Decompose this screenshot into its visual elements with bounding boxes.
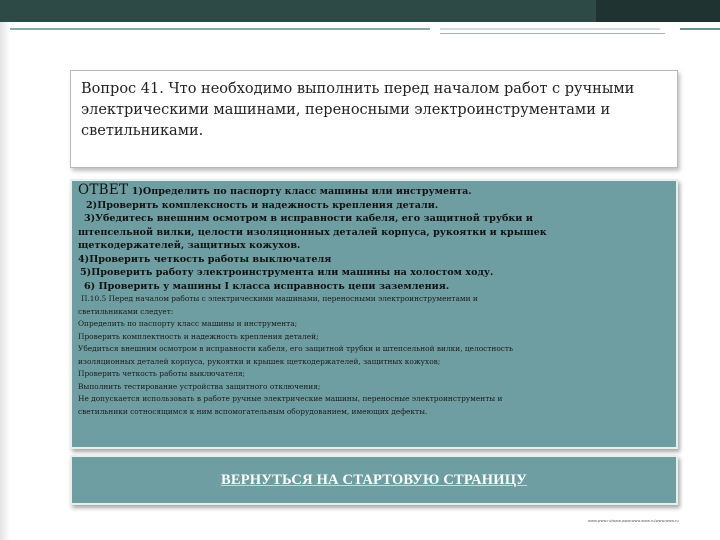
answer-item: 6) Проверить у машины I класса исправность цепи заземления.: [84, 280, 450, 292]
top-bar-accent: [596, 0, 720, 22]
decor-line: [440, 28, 660, 30]
decor-line: [440, 33, 665, 34]
return-to-start-button[interactable]: [70, 455, 678, 505]
answer-item: штепсельной вилки, целости изоляционных деталей корпуса, рукоятки и крышек: [78, 226, 547, 238]
question-box: [70, 70, 678, 168]
answer-item: 2)Проверить комплексность и надежность крепления детали.: [86, 199, 439, 211]
top-decorative-lines: [0, 22, 720, 40]
question-text: Вопрос 41. Что необходимо выполнить перед началом работ с ручными электрическими машинами, переносными электроинструментами и светильниками.: [81, 81, 635, 139]
answer-item: 3)Убедитесь внешним осмотром в исправности кабеля, его защитной трубки и: [84, 213, 533, 224]
footer-watermark: www.www.ru/www.www.www.www.ru/www.www.ru: [588, 519, 679, 523]
rule-line: изоляционных деталей корпуса, рукоятки и крышек щеткодержателей, защитных кожухов;: [78, 356, 441, 366]
rule-line: Не допускается использовать в работе ручные электрические машины, переносные электроинструменты и: [78, 394, 503, 403]
answer-item: 4)Проверить четкость работы выключателя: [78, 253, 332, 265]
rule-line: светильниками следует:: [78, 306, 174, 316]
rule-line: П.10.5 Перед началом работы с электрическими машинами, переносными электроинструментами и: [81, 294, 478, 303]
answer-item: щеткодержателей, защитных кожухов.: [78, 240, 301, 251]
rule-line: Проверить четкость работы выключателя;: [78, 369, 246, 378]
answer-panel: [70, 179, 678, 449]
decor-line: [0, 28, 430, 30]
decor-line: [680, 28, 720, 30]
answer-label: ОТВЕТ: [78, 182, 129, 198]
answer-item: 5)Проверить работу электроинструмента или машины на холостом ходу.: [80, 267, 494, 278]
left-shadow-strip: [0, 22, 10, 540]
rule-line: Определить по паспорту класс машины и инструмента;: [78, 319, 298, 328]
rule-line: Выполнить тестирование устройства защитного отключения;: [78, 381, 321, 391]
rule-line: светильники сотносящимся к ним вспомогательным оборудованием, имеющих дефекты.: [78, 406, 428, 416]
answer-line: [78, 184, 670, 199]
answer-item: 1)Определить по паспорту класс машины или инструмента.: [131, 186, 472, 197]
rule-line: Проверить комплектность и надежность крепления деталей;: [78, 331, 319, 341]
return-button-label: ВЕРНУТЬСЯ НА СТАРТОВУЮ СТРАНИЦУ: [220, 471, 528, 488]
rule-line: Убедиться внешним осмотром в исправности кабеля, его защитной трубки и штепсельной вилки, целостность: [78, 344, 514, 353]
